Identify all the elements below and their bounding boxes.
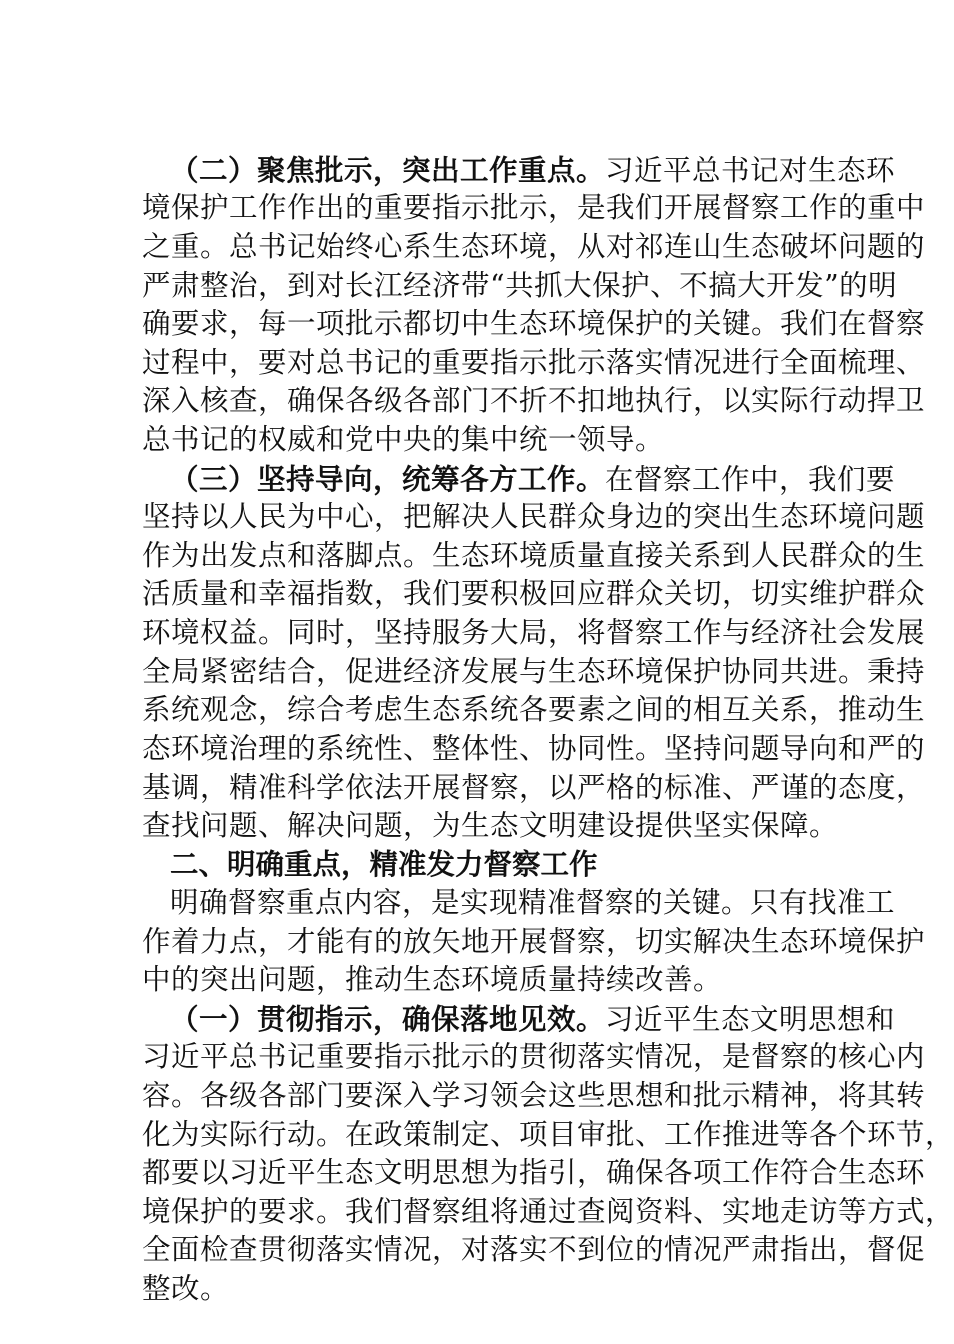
paragraph-1-line-8: 总书记的权威和党中央的集中统一领导。: [142, 423, 665, 456]
paragraph-4-line-3: 容。各级各部门要深入学习领会这些思想和批示精神，将其转: [142, 1079, 926, 1112]
paragraph-2-line-5: 环境权益。同时，坚持服务大局，将督察工作与经济社会发展: [142, 616, 926, 649]
paragraph-1-lead: （二）聚焦批示，突出工作重点。: [170, 153, 606, 187]
paragraph-4-line-2: 习近平总书记重要指示批示的贯彻落实情况，是督察的核心内: [142, 1040, 926, 1073]
paragraph-2-line-1: （三）坚持导向，统筹各方工作。在督察工作中，我们要: [170, 462, 896, 496]
paragraph-1-line-5: 确要求，每一项批示都切中生态环境保护的关键。我们在督察: [142, 307, 926, 340]
paragraph-4-line-4: 化为实际行动。在政策制定、项目审批、工作推进等各个环节，: [142, 1118, 954, 1151]
paragraph-3-line-1: 明确督察重点内容，是实现精准督察的关键。只有找准工: [170, 886, 896, 919]
paragraph-2-line-9: 基调，精准科学依法开展督察，以严格的标准、严谨的态度，: [142, 771, 926, 804]
paragraph-1-line-6: 过程中，要对总书记的重要指示批示落实情况进行全面梳理、: [142, 346, 926, 379]
paragraph-1-line-4: 严肃整治，到对长江经济带“共抓大保护、不搞大开发”的明: [142, 269, 898, 302]
paragraph-1-line-2: 境保护工作作出的重要指示批示，是我们开展督察工作的重中: [142, 191, 926, 224]
paragraph-2-line-4: 活质量和幸福指数，我们要积极回应群众关切，切实维护群众: [142, 577, 926, 610]
paragraph-2-line-8: 态环境治理的系统性、整体性、协同性。坚持问题导向和严的: [142, 732, 926, 765]
paragraph-4-line-7: 全面检查贯彻落实情况，对落实不到位的情况严肃指出，督促: [142, 1233, 926, 1266]
paragraph-3-line-2: 作着力点，才能有的放矢地开展督察，切实解决生态环境保护: [142, 925, 926, 958]
paragraph-2-line-10: 查找问题、解决问题，为生态文明建设提供坚实保障。: [142, 809, 839, 842]
paragraph-1-line-1: （二）聚焦批示，突出工作重点。习近平总书记对生态环: [170, 153, 896, 187]
paragraph-2-line-6: 全局紧密结合，促进经济发展与生态环境保护协同共进。秉持: [142, 655, 926, 688]
section-heading-2: 二、明确重点，精准发力督察工作: [170, 848, 598, 881]
paragraph-4-line-8: 整改。: [142, 1272, 230, 1305]
paragraph-4-line-5: 都要以习近平生态文明思想为指引，确保各项工作符合生态环: [142, 1156, 926, 1189]
paragraph-1-line-3: 之重。总书记始终心系生态环境，从对祁连山生态破坏问题的: [142, 230, 926, 263]
paragraph-2-line-3: 作为出发点和落脚点。生态环境质量直接关系到人民群众的生: [142, 539, 926, 572]
paragraph-1-line-7: 深入核查，确保各级各部门不折不扣地执行，以实际行动捍卫: [142, 384, 926, 417]
paragraph-2-lead: （三）坚持导向，统筹各方工作。: [170, 462, 606, 496]
paragraph-3-line-3: 中的突出问题，推动生态环境质量持续改善。: [142, 963, 723, 996]
paragraph-4-line-6: 境保护的要求。我们督察组将通过查阅资料、实地走访等方式，: [142, 1195, 954, 1228]
paragraph-4-line-1: （一）贯彻指示，确保落地见效。习近平生态文明思想和: [170, 1002, 896, 1036]
paragraph-4-lead: （一）贯彻指示，确保落地见效。: [170, 1002, 606, 1036]
paragraph-2-line-2: 坚持以人民为中心，把解决人民群众身边的突出生态环境问题: [142, 500, 926, 533]
paragraph-2-line-7: 系统观念，综合考虑生态系统各要素之间的相互关系，推动生: [142, 693, 926, 726]
